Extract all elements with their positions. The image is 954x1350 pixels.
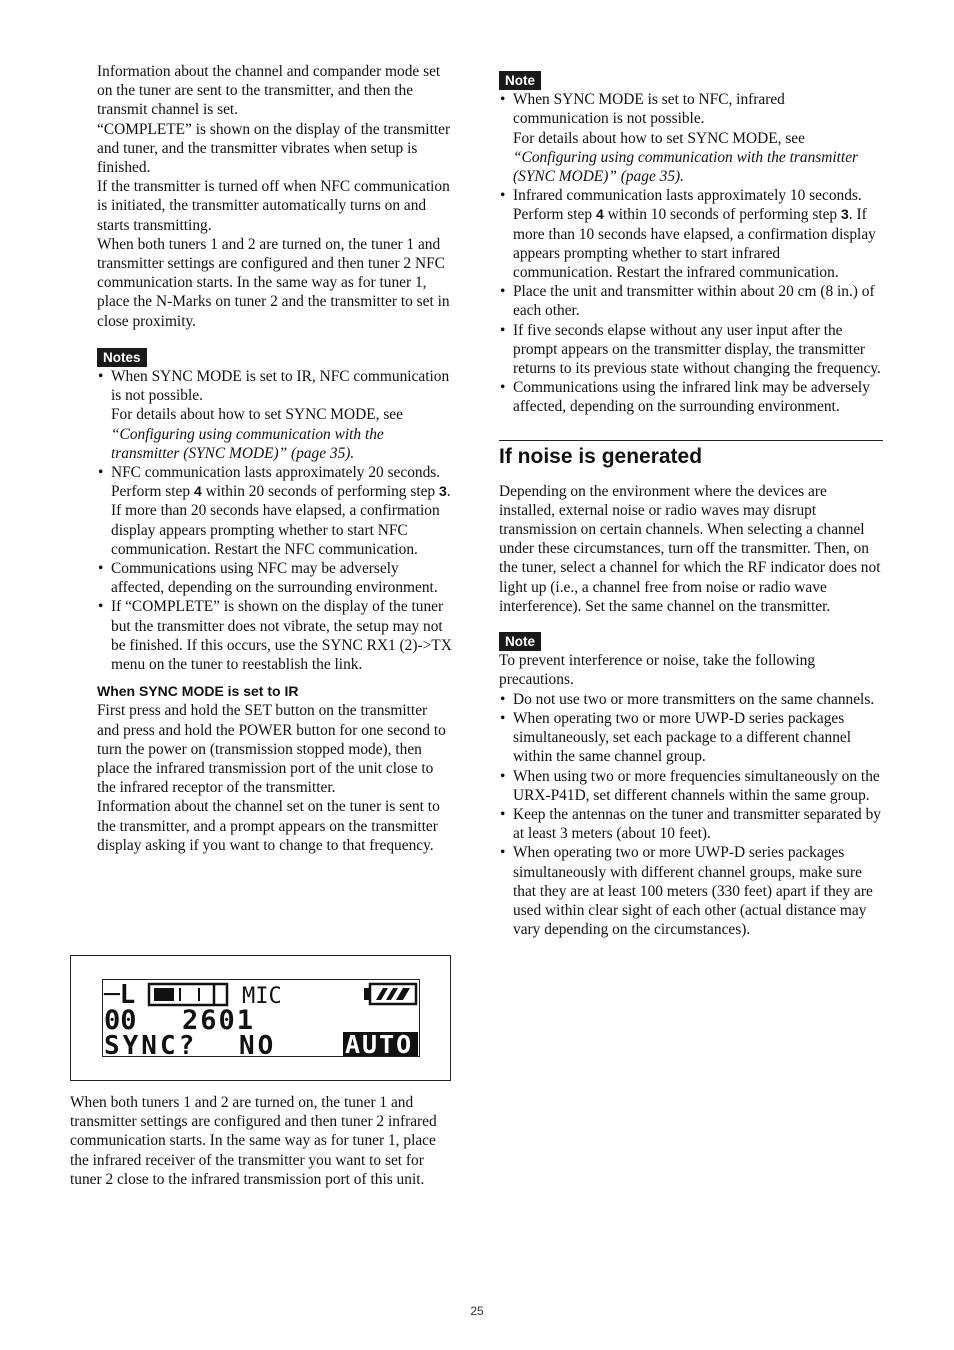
note-badge-precautions: Note — [499, 632, 541, 651]
notes-item-1 — [97, 367, 453, 463]
notes-block — [97, 348, 453, 674]
intro-paragraph-2: “COMPLETE” is shown on the display of the transmitter and tuner, and the transmitter vibrates when setup is finished. — [97, 120, 451, 177]
lcd-answer-no: NO — [239, 1031, 277, 1057]
notes-badge: Notes — [97, 348, 147, 367]
step-number: 3 — [439, 483, 447, 500]
ir-paragraph-1: First press and hold the SET button on the transmitter and press and hold the POWER button for one second to turn the power on (transmission stopped mode), then place the infrared transmission port of the unit close to the infrared receptor of the transmitter. — [97, 702, 446, 797]
precaution-item-1: • Do not use two or more transmitters on the same channels. — [499, 690, 883, 709]
notes-item-2-text-b: within 20 seconds of performing step — [205, 483, 436, 501]
step-number: 4 — [193, 483, 202, 500]
intro-paragraph-3: If the transmitter is turned off when NFC communication is initiated, the transmitter automatically turns on and starts transmitting. — [97, 178, 450, 234]
infrared-note-1-reference: “Configuring using communication with the transmitter (SYNC MODE)” (page 35). — [513, 148, 859, 186]
infrared-note-2-text-b: within 10 seconds of performing step — [607, 206, 838, 224]
below-figure-paragraph: When both tuners 1 and 2 are turned on, the tuner 1 and transmitter settings are configured and then tuner 2 infrared communication starts. In the same way as for tuner 1, place the infrared receiver of the transmitter you want to set for tuner 2 close to the infrared transmission port of this unit. — [70, 1094, 437, 1188]
infrared-note-4: • If five seconds elapse without any user input after the prompt appears on the transmitter display, the transmitter returns to its previous state without changing the frequency. — [499, 321, 883, 379]
infrared-note-1 — [499, 90, 883, 186]
notes-item-3: • Communications using NFC may be adversely affected, depending on the surrounding environment. — [97, 559, 453, 597]
precaution-item-2: • When operating two or more UWP-D series packages simultaneously, set each package to a different channel within the same channel group. — [499, 709, 883, 767]
lcd-row1-label: ─L — [104, 980, 136, 1010]
infrared-note-2 — [499, 186, 883, 282]
precaution-item-3: • When using two or more frequencies simultaneously on the URX-P41D, set different channels within the same group. — [499, 767, 883, 805]
precaution-item-5: • When operating two or more UWP-D series packages simultaneously with different channel groups, make sure that they are at least 100 meters (330 feet) apart if they are used within clear sight of each other (actual distance may vary depending on the circumstances). — [499, 843, 883, 939]
infrared-notes-list — [499, 90, 883, 416]
precautions-intro: To prevent interference or noise, take the following precautions. — [499, 652, 816, 689]
notes-item-1-text: When SYNC MODE is set to IR, NFC communication is not possible. — [111, 368, 450, 405]
notes-item-2-text-a: NFC communication lasts approximately 20 seconds. Perform step — [111, 464, 441, 501]
lcd-group-number: 00 — [104, 1005, 137, 1036]
lcd-mode-auto: AUTO — [345, 1030, 414, 1057]
intro-paragraph-4: When both tuners 1 and 2 are turned on, the tuner 1 and transmitter settings are configured and then tuner 2 NFC communication starts. In the same way as for tuner 1, place the N-Marks on tuner 2 and the transmitter to set in close proximity. — [97, 235, 450, 330]
infrared-note-5: • Communications using the infrared link may be adversely affected, depending on the surrounding environment. — [499, 378, 883, 416]
notes-list — [97, 367, 453, 674]
precaution-item-4: • Keep the antennas on the tuner and transmitter separated by at least 3 meters (about 10 feet). — [499, 805, 883, 843]
notes-item-2 — [97, 463, 453, 559]
precautions-list — [499, 690, 883, 940]
precautions-block — [499, 632, 883, 939]
section-divider — [499, 440, 883, 471]
transmitter-lcd-display — [102, 979, 420, 1057]
notes-item-4: • If “COMPLETE” is shown on the display of the tuner but the transmitter does not vibrate, the setup may not be finished. If this occurs, use the SYNC RX1 (2)->TX menu on the tuner to reestablish the link. — [97, 597, 453, 674]
left-column — [97, 62, 453, 855]
note-badge-infrared: Note — [499, 71, 541, 90]
ir-subheading: When SYNC MODE is set to IR — [97, 683, 299, 700]
lcd-sync-prompt: SYNC? — [104, 1031, 198, 1057]
lcd-mic-label: MIC — [242, 984, 282, 1009]
notes-item-2-text-c: . If more than 20 seconds have elapsed, a confirmation display appears prompting whether to start NFC communication. Restart the NFC communication. — [111, 483, 451, 558]
notes-item-1-reference: “Configuring using communication with the transmitter (SYNC MODE)” (page 35). — [111, 425, 384, 462]
step-number: 3 — [841, 206, 849, 223]
infrared-note-3: • Place the unit and transmitter within about 20 cm (8 in.) of each other. — [499, 282, 883, 320]
infrared-note-2-text-a: Infrared communication lasts approximately 10 seconds. Perform step — [513, 187, 862, 224]
notes-item-1-see: For details about how to set SYNC MODE, see — [111, 406, 403, 424]
section-title: If noise is generated — [499, 444, 703, 468]
intro-paragraph-1: Information about the channel and compander mode set on the tuner are sent to the transmitter, and then the transmit channel is set. — [97, 63, 441, 119]
section-paragraph: Depending on the environment where the devices are installed, external noise or radio waves may disrupt transmission on certain channels. When selecting a channel under these circumstances, turn off the transmitter. Then, on the tuner, select a channel for which the RF indicator does not light up (i.e., a channel free from noise or radio wave interference). Set the same channel on the transmitter. — [499, 482, 881, 615]
infrared-note-1-text: When SYNC MODE is set to NFC, infrared communication is not possible. — [513, 91, 785, 128]
ir-paragraph-2: Information about the channel set on the tuner is sent to the transmitter, and a prompt appears on the transmitter display asking if you want to change to that frequency. — [97, 798, 440, 854]
right-column — [499, 71, 883, 939]
infrared-note-2-text-c: . If more than 10 seconds have elapsed, a confirmation display appears prompting whether to start infrared communication. Restart the infrared communication. — [513, 206, 876, 282]
page-number: 25 — [470, 1304, 484, 1318]
lcd-channel-number: 2601 — [182, 1005, 256, 1036]
step-number: 4 — [595, 206, 604, 223]
infrared-note-1-see: For details about how to set SYNC MODE, see — [513, 129, 805, 147]
